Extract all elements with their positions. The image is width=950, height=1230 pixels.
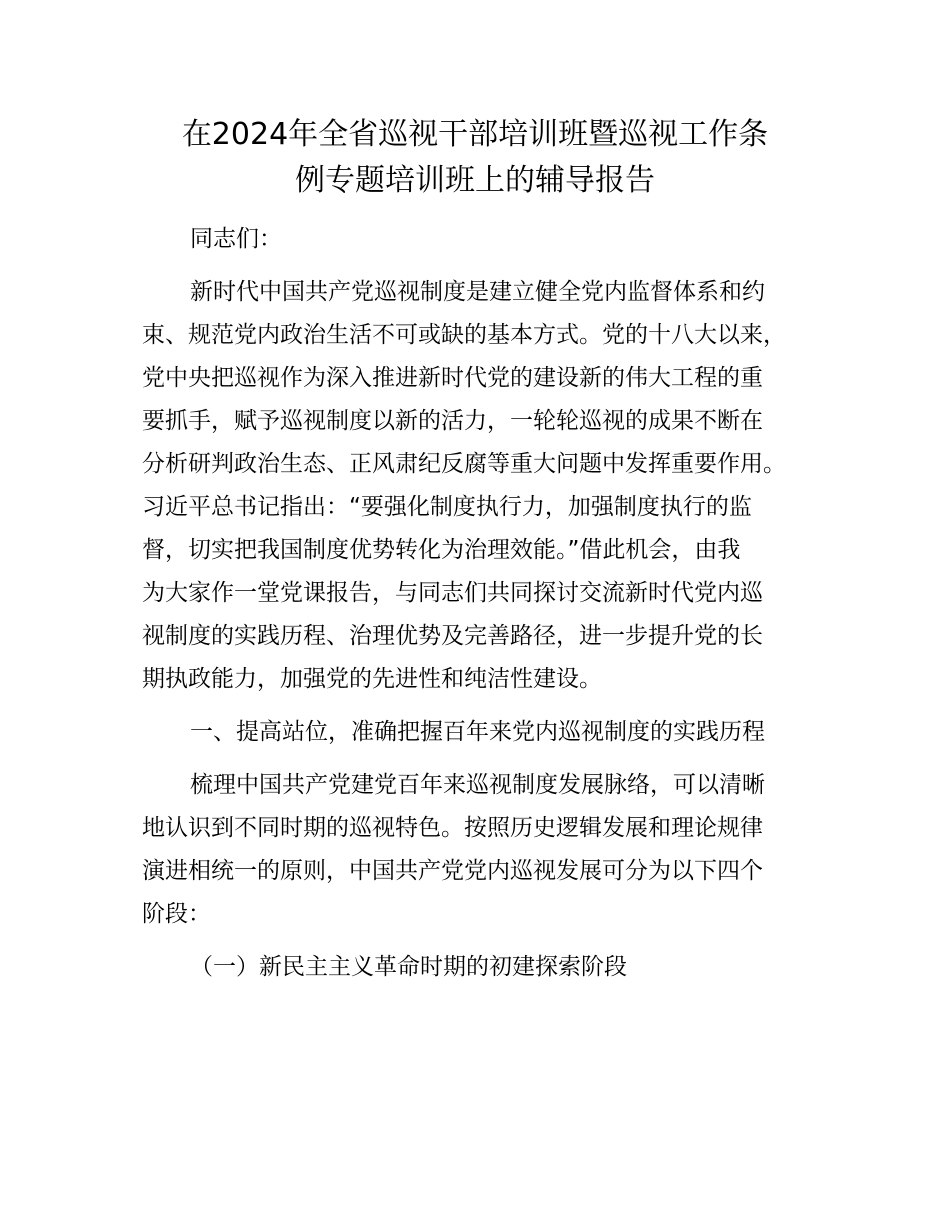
paragraph-line: 新时代中国共产党巡视制度是建立健全党内监督体系和约	[190, 279, 765, 305]
paragraph-line: 要抓手，赋予巡视制度以新的活力，一轮轮巡视的成果不断在	[142, 408, 763, 434]
paragraph-line: 分析研判政治生态、正风肃纪反腐等重大问题中发挥重要作用。	[142, 451, 786, 477]
paragraph-line: 视制度的实践历程、治理优势及完善路径，进一步提升党的长	[142, 623, 763, 649]
paragraph-line: 演进相统一的原则，中国共产党党内巡视发展可分为以下四个	[142, 858, 763, 884]
paragraph-line: 束、规范党内政治生活不可或缺的基本方式。党的十八大以来，	[142, 322, 786, 348]
paragraph-line: 地认识到不同时期的巡视特色。按照历史逻辑发展和理论规律	[142, 815, 763, 841]
paragraph-line: 期执政能力，加强党的先进性和纯洁性建设。	[142, 666, 602, 692]
title-line: 在2024年全省巡视干部培训班暨巡视工作条	[181, 117, 769, 152]
paragraph-line: 阶段：	[142, 901, 211, 927]
paragraph-line: 督，切实把我国制度优势转化为治理效能。”借此机会，由我	[142, 537, 741, 563]
paragraph-line: 梳理中国共产党建党百年来巡视制度发展脉络，可以清晰	[190, 772, 765, 798]
salutation: 同志们：	[190, 226, 282, 252]
paragraph-line: 习近平总书记指出：“要强化制度执行力，加强制度执行的监	[142, 494, 752, 520]
paragraph-line: 党中央把巡视作为深入推进新时代党的建设新的伟大工程的重	[142, 365, 763, 391]
subsection-heading: （一）新民主主义革命时期的初建探索阶段	[190, 954, 627, 980]
document-title	[120, 112, 830, 204]
section-heading: 一、提高站位，准确把握百年来党内巡视制度的实践历程	[190, 719, 765, 745]
paragraph-line: 为大家作一堂党课报告，与同志们共同探讨交流新时代党内巡	[142, 580, 763, 606]
title-line: 例专题培训班上的辅导报告	[295, 163, 655, 198]
